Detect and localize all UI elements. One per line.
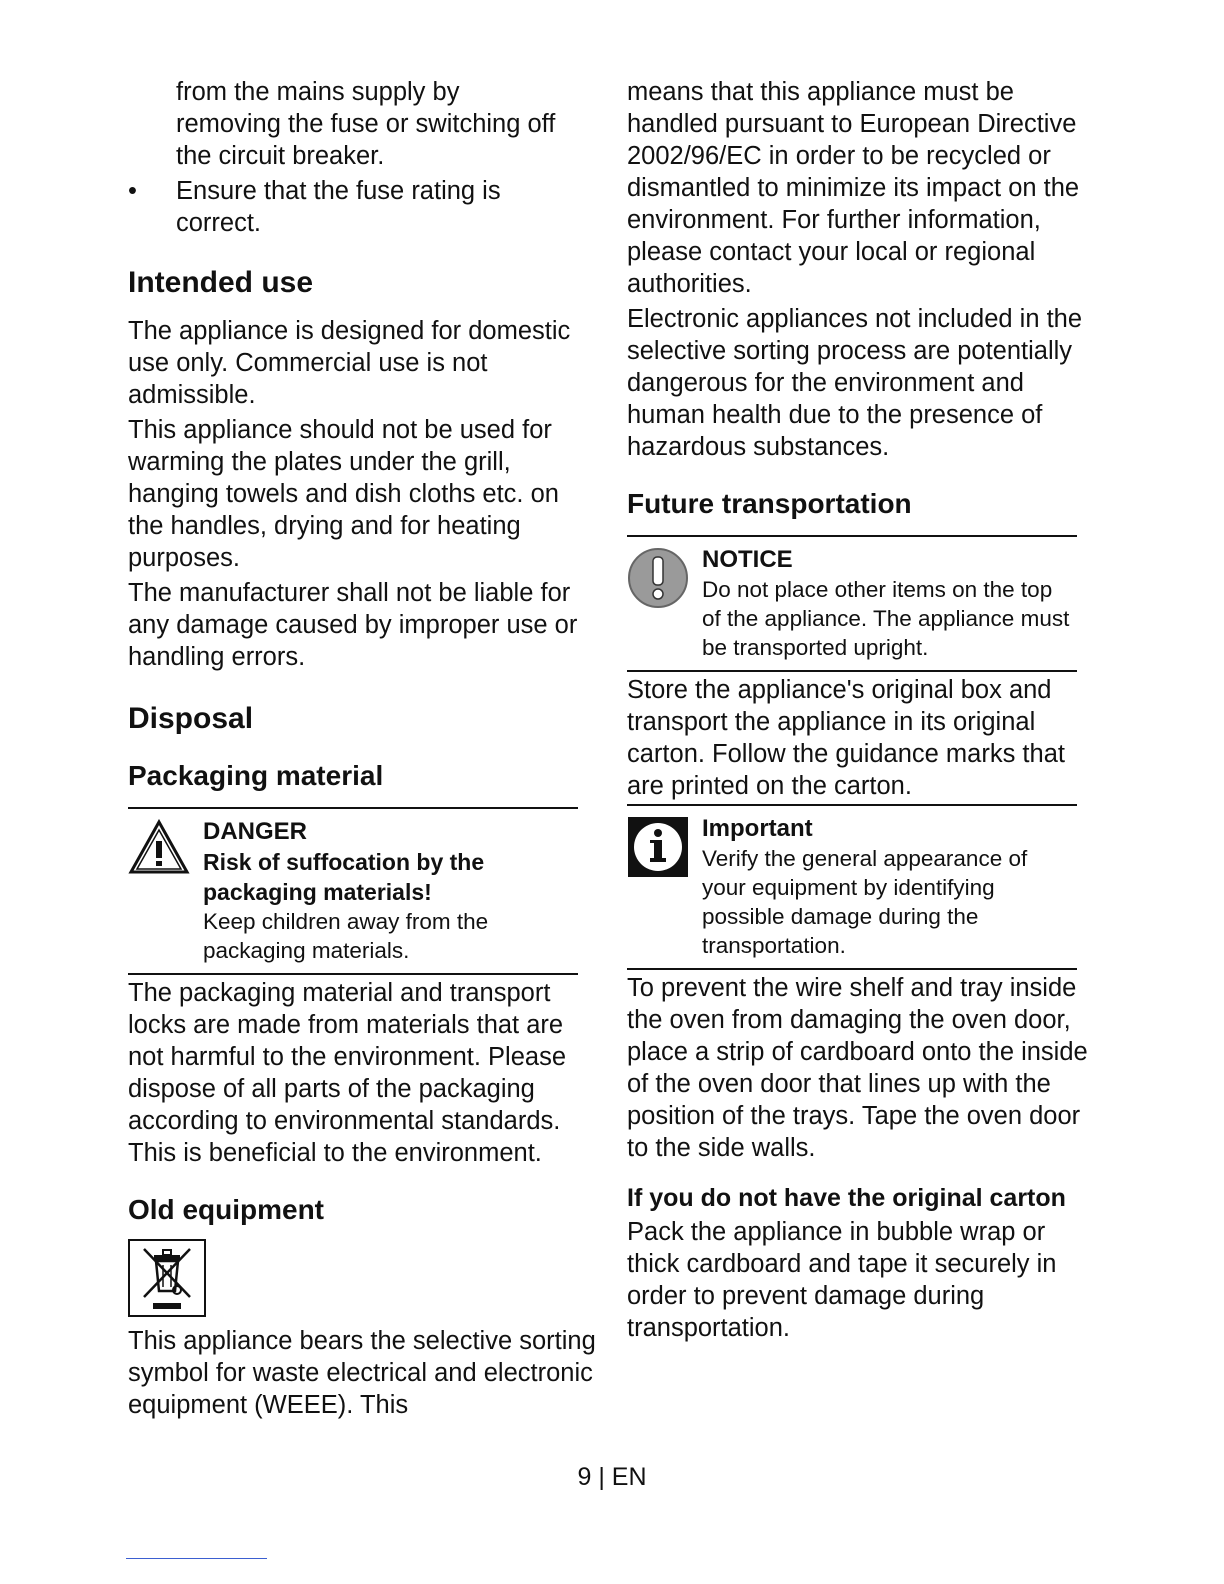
intended-use-paragraph: This appliance should not be used for warming the plates under the grill, hanging towels and dish cloths etc. on the handles, drying and for heating purposes. — [128, 416, 559, 572]
danger-subtitle: Risk of suffocation by the packaging materials! — [203, 849, 485, 905]
old-equipment-paragraph: This appliance bears the selective sorting symbol for waste electrical and electronic equipment (WEEE). This — [128, 1327, 596, 1419]
bullet-dot: • — [128, 177, 137, 205]
packaging-heading: Packaging material — [128, 760, 384, 791]
prevent-paragraph: To prevent the wire shelf and tray inside the oven from damaging the oven door, place a strip of cardboard onto the inside of the oven door that lines up with the position of the trays. Tape the oven door to the side walls. — [627, 974, 1088, 1162]
bullet-line: correct. — [176, 209, 262, 237]
danger-text: Keep children away from the packaging materials. — [203, 909, 489, 963]
important-box — [627, 804, 1077, 970]
cont-line: removing the fuse or switching off — [176, 110, 556, 138]
intended-use-heading: Intended use — [128, 266, 314, 299]
cont-line: from the mains supply by — [176, 78, 460, 106]
intended-use-paragraph: The manufacturer shall not be liable for any damage caused by improper use or handling errors. — [128, 579, 578, 671]
no-carton-heading: If you do not have the original carton — [627, 1184, 1066, 1212]
right-column — [627, 76, 1097, 1344]
crossed-bin-icon — [130, 1241, 204, 1320]
bullet-line: Ensure that the fuse rating is — [176, 177, 501, 205]
notice-box — [627, 535, 1077, 672]
important-text: Verify the general appearance of your equipment by identifying possible damage during the transportation. — [702, 846, 1028, 958]
weee-paragraph: Electronic appliances not included in the selective sorting process are potentially dangerous for the environment and human health due to the presence of hazardous substances. — [627, 305, 1083, 461]
footer-link-line — [126, 1558, 267, 1559]
danger-title: DANGER — [203, 818, 308, 845]
continued-bullet — [128, 76, 598, 172]
no-carton-paragraph: Pack the appliance in bubble wrap or thick cardboard and tape it securely in order to prevent damage during transportation. — [627, 1218, 1057, 1342]
notice-text: Do not place other items on the top of the appliance. The appliance must be transported upright. — [702, 577, 1070, 660]
left-column — [128, 76, 598, 1421]
packaging-paragraph: The packaging material and transport locks are made from materials that are not harmful to the environment. Please dispose of all parts of the packaging according to environmental standards. This is beneficial to the environment. — [128, 979, 566, 1167]
intended-use-paragraph: The appliance is designed for domestic use only. Commercial use is not admissible. — [128, 317, 571, 409]
weee-symbol — [128, 1239, 206, 1317]
store-paragraph: Store the appliance's original box and transport the appliance in its original carton. Follow the guidance marks that are printed on the carton. — [627, 676, 1065, 800]
important-title: Important — [702, 815, 813, 842]
weee-paragraph: means that this appliance must be handled pursuant to European Directive 2002/96/EC in order to be recycled or dismantled to minimize its impact on the environment. For further information, please contact your local or regional authorities. — [627, 78, 1080, 298]
page-footer: 9 | EN — [577, 1463, 647, 1491]
old-equipment-heading: Old equipment — [128, 1194, 324, 1225]
disposal-heading: Disposal — [128, 702, 254, 735]
danger-box — [128, 807, 578, 975]
bullet-item — [128, 175, 598, 239]
notice-title: NOTICE — [702, 546, 793, 573]
cont-line: the circuit breaker. — [176, 142, 385, 170]
exclamation-circle-icon — [627, 547, 689, 614]
future-transportation-heading: Future transportation — [627, 488, 912, 519]
warning-triangle-icon — [128, 819, 190, 880]
info-icon — [627, 816, 689, 883]
